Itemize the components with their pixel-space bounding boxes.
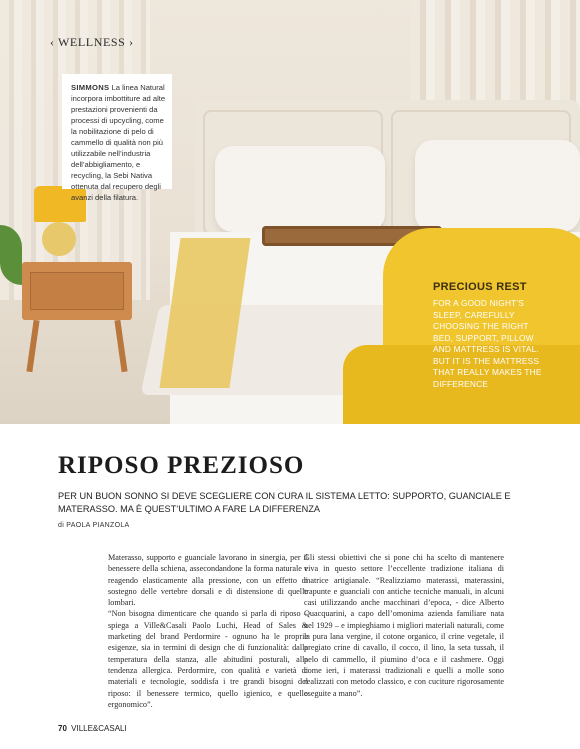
article-byline: di PAOLA PIANZOLA [58,522,130,529]
sidebar-note [62,74,172,202]
paragraph: Gli stessi obiettivi che si pone chi ha scelto di mantenere viva in questo settore l’eccellente tradizione italiana di matrice artigianale. “Realizziamo materassi, materassini, trapunte e guanciali con antiche tecniche manuali, in alcuni casi utilizzando anche macchinari d’epoca, - dice Alberto Quacquarini, a capo dell’omonima azienda familiare nata nel 1929 – e impieghiamo i migliori materiali naturali, come la pura lana vergine, il cotone organico, il crine vegetale, il pregiato crine di cavallo, il cocco, il lino, la seta tussah, il pelo di cammello, il piumino d’oca e il cashmere. Oggi come ieri, i materassi tradizionali e quelli a molle sono realizzati con metodo classico, e con cuciture rigorosamente eseguite a mano”. [304,553,504,698]
paragraph: “Non bisogna dimenticare che quando si parla di riposo – spiega a Ville&Casali Paolo Luchi, Head of Sales & marketing del brand Perdormire - ognuno ha le proprie esigenze, sia in termini di design che di funzionalità: dalla temperatura della stanza, alle abitudini posturali, alla tendenza allergica. Perdormire, con qualità e varietà di materiali e tecnologie, soddisfa i tre grandi bisogni del riposo: il benessere termico, quello igienico, e quello ergonomico”. [108,609,308,709]
article-column-2 [304,552,504,699]
lamp-base [42,222,76,256]
pillow [415,140,580,232]
nightstand-drawer [30,272,124,310]
sidebar-text: La linea Natural incorpora imbottiture ad alte prestazioni provenienti da processi di upcycling, come la nobilitazione di pelo di cammello di qualità non più utilizzabile nell’industria dell’abbigliamento, e recycling, la Sebi Nativa ottenuta dal recupero degli avanzi della filatura. [71,83,166,202]
magazine-name: VILLE&CASALI [71,724,127,733]
photo-caption [433,281,545,390]
nightstand-leg [26,320,39,372]
article-column-1 [108,552,308,710]
page-folio [58,724,127,733]
article-deck: PER UN BUON SONNO SI DEVE SCEGLIERE CON CURA IL SISTEMA LETTO: SUPPORTO, GUANCIALE E MATERASSO. MA È QUEST’ULTIMO A FARE LA DIFFERENZA [58,491,511,514]
paragraph: Materasso, supporto e guanciale lavorano in sinergia, per il benessere della schiena, assecondandone la forma naturale e reagendo elasticamente alla pressione, con un effetto di sostegno delle vertebre dorsali e di distensione di quelle lombari. [108,553,308,608]
section-label: ‹ WELLNESS › [50,35,134,49]
sidebar-brand: SIMMONS [71,83,110,92]
caption-title: PRECIOUS REST [433,281,527,293]
caption-body: FOR A GOOD NIGHT'S SLEEP, CAREFULLY CHOOSING THE RIGHT BED, SUPPORT, PILLOW AND MATTRESS IS VITAL. BUT IT IS THE MATTRESS THAT REALLY MAKES THE DIFFERENCE [433,298,542,389]
pillow [215,146,385,232]
page-number: 70 [58,724,67,733]
article-headline: RIPOSO PREZIOSO [58,452,305,479]
nightstand-leg [114,320,127,372]
